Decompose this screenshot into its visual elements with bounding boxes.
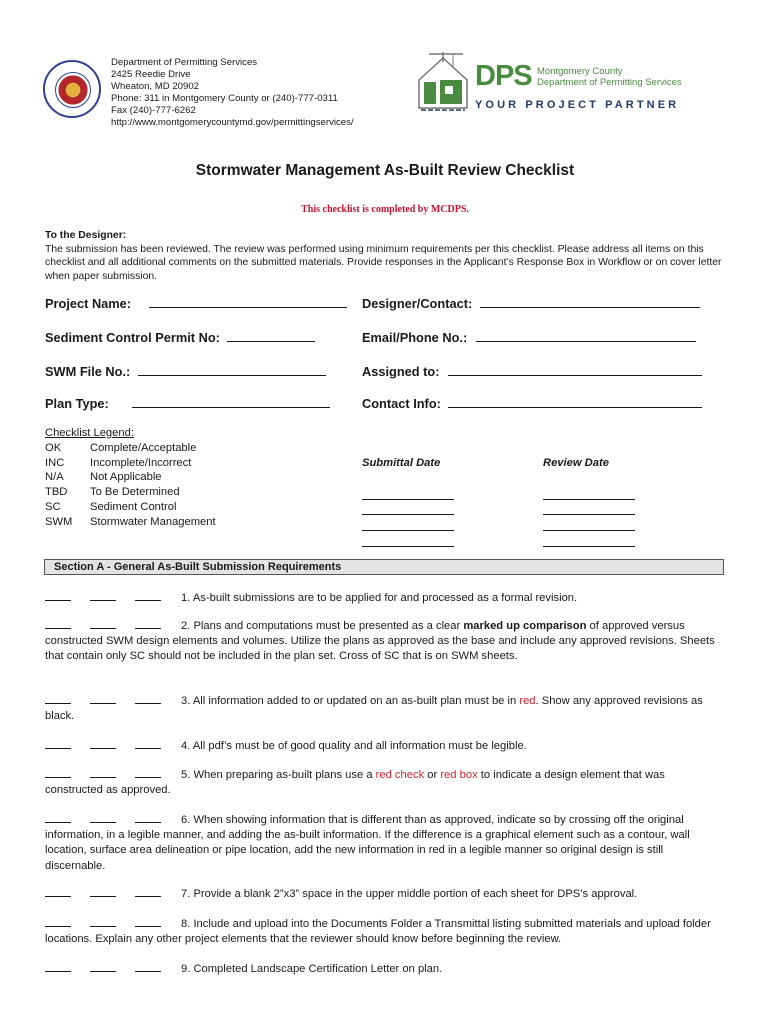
status-blank[interactable] — [135, 619, 161, 629]
status-blank[interactable] — [45, 768, 71, 778]
logo-department-name — [537, 66, 682, 88]
status-blank[interactable] — [135, 962, 161, 972]
checklist-item-8 — [45, 917, 725, 947]
item-text: 6. When showing information that is different than as approved, indicate so by crossing off the original information, in a legible manner, and adding the as-built information. If the difference is a graphical element such as a contour, wall location, surface area delineation or pipe location, add the new information in red in a legible manner so original design is still discernable. — [45, 814, 690, 872]
address-line: Department of Permitting Services — [111, 57, 258, 68]
status-blank[interactable] — [90, 962, 116, 972]
status-blank[interactable] — [135, 694, 161, 704]
project-name-input[interactable] — [149, 296, 347, 308]
email-phone-input[interactable] — [476, 330, 696, 342]
project-name-field — [45, 296, 347, 311]
website-link[interactable]: http://www.montgomerycountymd.gov/permittingservices/ — [111, 116, 354, 128]
sediment-permit-field — [45, 330, 315, 345]
submittal-date-line[interactable] — [362, 545, 454, 547]
contact-info-label: Contact Info: — [362, 396, 441, 411]
status-blank[interactable] — [45, 813, 71, 823]
plan-type-input[interactable] — [132, 396, 330, 408]
checklist-item-4 — [45, 739, 725, 754]
review-date-line[interactable] — [543, 498, 635, 500]
submittal-date-heading: Submittal Date — [362, 457, 441, 469]
page-title: Stormwater Management As-Built Review Checklist — [195, 162, 575, 179]
status-blank[interactable] — [45, 739, 71, 749]
status-blank[interactable] — [90, 768, 116, 778]
designer-body: The submission has been reviewed. The review was performed using minimum requirements per this checklist. Please address all items on this checklist and all additional comments on the submitted materials. Provide responses in the Applicant’s Response Box in Workflow or on cover letter when paper submission. — [45, 243, 722, 282]
department-address — [111, 57, 354, 128]
review-date-line[interactable] — [543, 513, 635, 515]
item-text: 5. When preparing as-built plans use a — [181, 769, 376, 781]
designer-instructions — [45, 229, 735, 283]
item-text: . Show any approved revisions as black. — [45, 695, 703, 723]
county-seal-logo — [43, 60, 101, 118]
status-blank[interactable] — [45, 619, 71, 629]
review-date-line[interactable] — [543, 529, 635, 531]
project-name-label: Project Name: — [45, 296, 132, 311]
legend-code: TBD — [45, 486, 68, 499]
checklist-item-1 — [45, 591, 725, 606]
assigned-to-field — [362, 364, 702, 379]
checklist-item-9 — [45, 962, 725, 977]
legend-meaning: To Be Determined — [90, 486, 180, 499]
status-blank[interactable] — [45, 694, 71, 704]
status-blank[interactable] — [90, 694, 116, 704]
swm-file-field — [45, 364, 326, 379]
assigned-to-label: Assigned to: — [362, 364, 440, 379]
checklist-item-5 — [45, 768, 725, 798]
status-blank[interactable] — [45, 591, 71, 601]
item-red-text: red box — [440, 769, 478, 781]
legend-row — [45, 470, 216, 485]
status-blank[interactable] — [90, 591, 116, 601]
plan-type-field — [45, 396, 330, 411]
submittal-date-line[interactable] — [362, 498, 454, 500]
item-text: 2. Plans and computations must be presented as a clear — [181, 620, 464, 632]
legend-row — [45, 485, 216, 500]
checklist-item-7 — [45, 887, 725, 902]
dps-logo — [413, 48, 688, 118]
status-blank[interactable] — [135, 917, 161, 927]
legend-code: INC — [45, 456, 65, 469]
designer-contact-label: Designer/Contact: — [362, 296, 473, 311]
status-blank[interactable] — [90, 739, 116, 749]
legend-row — [45, 515, 216, 530]
legend-code: N/A — [45, 471, 64, 484]
assigned-to-input[interactable] — [448, 364, 702, 376]
legend-meaning: Incomplete/Incorrect — [90, 456, 192, 469]
legend-meaning: Not Applicable — [90, 471, 162, 484]
legend-row — [45, 500, 216, 515]
logo-abbreviation: DPS — [475, 60, 532, 92]
submittal-date-line[interactable] — [362, 529, 454, 531]
status-blank[interactable] — [45, 962, 71, 972]
status-blank[interactable] — [90, 887, 116, 897]
item-text: 1. As-built submissions are to be applied for and processed as a formal revision. — [181, 592, 578, 604]
item-text: to indicate a design element that was constructed as approved. — [45, 769, 665, 797]
status-blank[interactable] — [90, 813, 116, 823]
item-text: 3. All information added to or updated on an as-built plan must be in — [181, 695, 520, 707]
legend-code: SC — [45, 500, 61, 513]
status-blank[interactable] — [135, 813, 161, 823]
email-phone-label: Email/Phone No.: — [362, 330, 468, 345]
item-text: 7. Provide a blank 2”x3” space in the upper middle portion of each sheet for DPS’s approval. — [181, 888, 638, 900]
status-blank[interactable] — [135, 887, 161, 897]
legend-meaning: Sediment Control — [90, 500, 177, 513]
checklist-item-3 — [45, 694, 725, 724]
address-line: 2425 Reedie Drive — [111, 68, 191, 80]
house-crane-icon — [413, 50, 471, 112]
review-date-line[interactable] — [543, 545, 635, 547]
status-blank[interactable] — [135, 739, 161, 749]
designer-contact-input[interactable] — [480, 296, 700, 308]
designer-contact-field — [362, 296, 700, 311]
email-phone-field — [362, 330, 696, 345]
item-text: 8. Include and upload into the Documents Folder a Transmittal listing submitted materials and upload folder locations. Explain any other project elements that the reviewer should know before beginning the review. — [45, 918, 711, 946]
contact-info-input[interactable] — [448, 396, 702, 408]
item-red-text: red check — [375, 769, 425, 781]
address-line: Phone: 311 in Montgomery County or (240)-777-0311 — [111, 92, 338, 104]
legend-row — [45, 441, 216, 456]
legend-heading: Checklist Legend: — [45, 427, 134, 439]
contact-info-field — [362, 396, 702, 411]
section-a-header: Section A - General As-Built Submission Requirements — [44, 559, 724, 575]
item-text: 4. All pdf’s must be of good quality and all information must be legible. — [181, 740, 527, 752]
item-emphasis: marked up comparison — [463, 620, 587, 632]
sediment-permit-input[interactable] — [227, 330, 315, 342]
item-text: 9. Completed Landscape Certification Letter on plan. — [181, 963, 443, 975]
legend-row — [45, 456, 216, 471]
completion-note: This checklist is completed by MCDPS. — [301, 204, 469, 215]
item-red-text: red — [519, 695, 536, 707]
swm-file-input[interactable] — [138, 364, 326, 376]
logo-county: Montgomery County — [537, 66, 623, 77]
designer-heading: To the Designer: — [45, 230, 127, 241]
sediment-permit-label: Sediment Control Permit No: — [45, 330, 220, 345]
plan-type-label: Plan Type: — [45, 396, 109, 411]
logo-dept: Department of Permitting Services — [537, 77, 682, 88]
checklist-legend — [45, 426, 216, 530]
swm-file-label: SWM File No.: — [45, 364, 131, 379]
legend-meaning: Complete/Acceptable — [90, 441, 197, 454]
checklist-item-6 — [45, 813, 725, 874]
status-blank[interactable] — [45, 917, 71, 927]
status-blank[interactable] — [135, 768, 161, 778]
status-blank[interactable] — [135, 591, 161, 601]
checklist-item-2 — [45, 619, 725, 665]
address-line: Wheaton, MD 20902 — [111, 80, 199, 92]
address-line: Fax (240)-777-6262 — [111, 104, 196, 116]
item-text: or — [424, 769, 441, 781]
status-blank[interactable] — [90, 917, 116, 927]
legend-code: OK — [45, 441, 62, 454]
submittal-date-line[interactable] — [362, 513, 454, 515]
status-blank[interactable] — [45, 887, 71, 897]
legend-code: SWM — [45, 515, 73, 528]
legend-meaning: Stormwater Management — [90, 515, 216, 528]
review-date-heading: Review Date — [543, 457, 609, 469]
logo-tagline: YOUR PROJECT PARTNER — [475, 99, 680, 111]
status-blank[interactable] — [90, 619, 116, 629]
item-text: of approved versus constructed SWM design elements and volumes. Utilize the plans as approved as the base and include any approved revisions. Sheets that contain only SC should not be included in the plan set. Cross of SC that is on SWM sheets. — [45, 620, 715, 663]
